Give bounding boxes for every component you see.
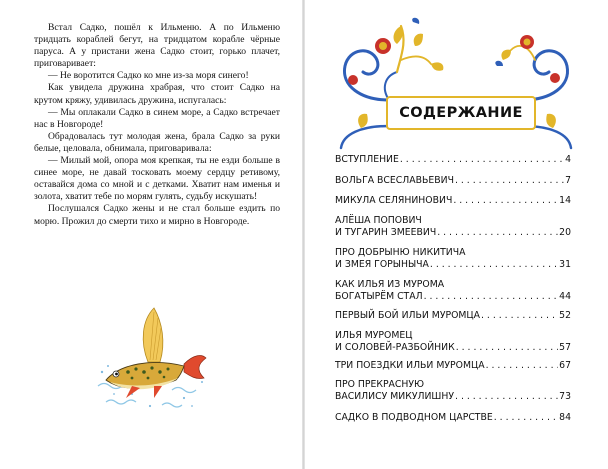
toc-entry-title: ВОЛЬГА ВСЕСЛАВЬЕВИЧ: [335, 175, 454, 186]
toc-entry-page: 84: [559, 412, 571, 423]
leader-dots: [430, 259, 558, 271]
toc-entry-page: 67: [559, 360, 571, 371]
toc-entry-title: ТРИ ПОЕЗДКИ ИЛЬИ МУРОМЦА: [335, 360, 485, 371]
toc-entry[interactable]: [335, 330, 571, 354]
story-paragraph: — Не воротится Садко ко мне из-за моря синего!: [48, 70, 249, 82]
left-page: [0, 0, 303, 469]
leader-dots: [437, 227, 558, 239]
toc-entry[interactable]: [335, 215, 571, 239]
toc-entry-title: И ТУГАРИН ЗМЕЕВИЧ: [335, 227, 437, 238]
fish-illustration: [92, 302, 212, 414]
toc-entry[interactable]: [335, 195, 571, 207]
toc-title: СОДЕРЖАНИЕ: [386, 96, 536, 130]
toc-entry[interactable]: [335, 412, 571, 424]
toc-entry-page: 31: [559, 259, 571, 270]
right-page: [305, 0, 608, 469]
leader-dots: [455, 175, 564, 187]
toc-entry[interactable]: [335, 379, 571, 403]
toc-entry-page: 73: [559, 391, 571, 402]
toc-entry-title: ВСТУПЛЕНИЕ: [335, 154, 399, 165]
toc-header-ornament: [331, 16, 581, 151]
toc-entry-title-line1: КАК ИЛЬЯ ИЗ МУРОМА: [335, 279, 445, 290]
toc-entry-page: 52: [559, 310, 571, 321]
story-paragraph: Встал Садко, пошёл к Ильменю. А по Ильменю тридцать кораблей бегут, на тридцатом корабле чёрные паруса. А у пристани жена Садко стоит, горько плачет, приговаривает:: [34, 22, 280, 70]
toc-entry-title: И СОЛОВЕЙ-РАЗБОЙНИК: [335, 342, 455, 353]
leader-dots: [494, 412, 558, 424]
leader-dots: [424, 291, 559, 303]
toc-entry-title-line1: АЛЁША ПОПОВИЧ: [335, 215, 422, 226]
toc-entry-page: 7: [565, 175, 571, 186]
toc-entry-page: 57: [559, 342, 571, 353]
toc-entry-title: ПЕРВЫЙ БОЙ ИЛЬИ МУРОМЦА: [335, 310, 481, 321]
story-paragraph: Как увидела дружина храбрая, что стоит Садко на крутом кряжу, удивилась дружина, испугалась:: [34, 82, 280, 106]
floral-ornament: [331, 16, 581, 151]
toc-entry-page: 4: [565, 154, 571, 165]
leader-dots: [456, 342, 558, 354]
leader-dots: [486, 360, 559, 372]
toc-entry-title: САДКО В ПОДВОДНОМ ЦАРСТВЕ: [335, 412, 493, 423]
toc-entry-page: 14: [559, 195, 571, 206]
toc-entry-page: 20: [559, 227, 571, 238]
toc-entry[interactable]: [335, 279, 571, 303]
story-paragraph: Послушался Садко жены и не стал больше ездить по морю. Прожил до смерти тихо и мирно в Новгороде.: [34, 203, 280, 227]
toc-entry-title: БОГАТЫРЁМ СТАЛ: [335, 291, 423, 302]
story-paragraph: — Милый мой, опора моя крепкая, ты не езди больше в синее море, не давай тосковать моему сердцу ретивому, оставайся дома со мной и с детками. Хватит нам именья и золота, хватит тебе по морям гулять, судьбу искушать!: [34, 155, 280, 203]
toc-entry[interactable]: [335, 154, 571, 166]
toc-entry-page: 44: [559, 291, 571, 302]
toc-entry[interactable]: [335, 310, 571, 322]
leader-dots: [400, 154, 564, 166]
leader-dots: [453, 195, 558, 207]
story-paragraph: — Мы оплакали Садко в синем море, а Садко встречает нас в Новгороде!: [34, 106, 280, 130]
toc-entry-title: МИКУЛА СЕЛЯНИНОВИЧ: [335, 195, 453, 206]
leader-dots: [481, 310, 558, 322]
toc-entry-title-line1: ПРО ПРЕКРАСНУЮ: [335, 379, 425, 390]
story-paragraph: Обрадовалась тут молодая жена, брала Садко за руки белые, целовала, обнимала, приговаривала:: [34, 130, 280, 154]
flower-ornaments: [348, 18, 560, 85]
toc-entry[interactable]: [335, 360, 571, 372]
toc-entry-title-line1: ИЛЬЯ МУРОМЕЦ: [335, 330, 413, 341]
toc-entry-title: ВАСИЛИСУ МИКУЛИШНУ: [335, 391, 455, 402]
leader-dots: [455, 391, 558, 403]
story-text: [34, 22, 280, 228]
toc-entry[interactable]: [335, 247, 571, 271]
toc-entry[interactable]: [335, 175, 571, 187]
toc-entry-title-line1: ПРО ДОБРЫНЮ НИКИТИЧА: [335, 247, 466, 258]
toc-entry-title: И ЗМЕЯ ГОРЫНЫЧА: [335, 259, 429, 270]
